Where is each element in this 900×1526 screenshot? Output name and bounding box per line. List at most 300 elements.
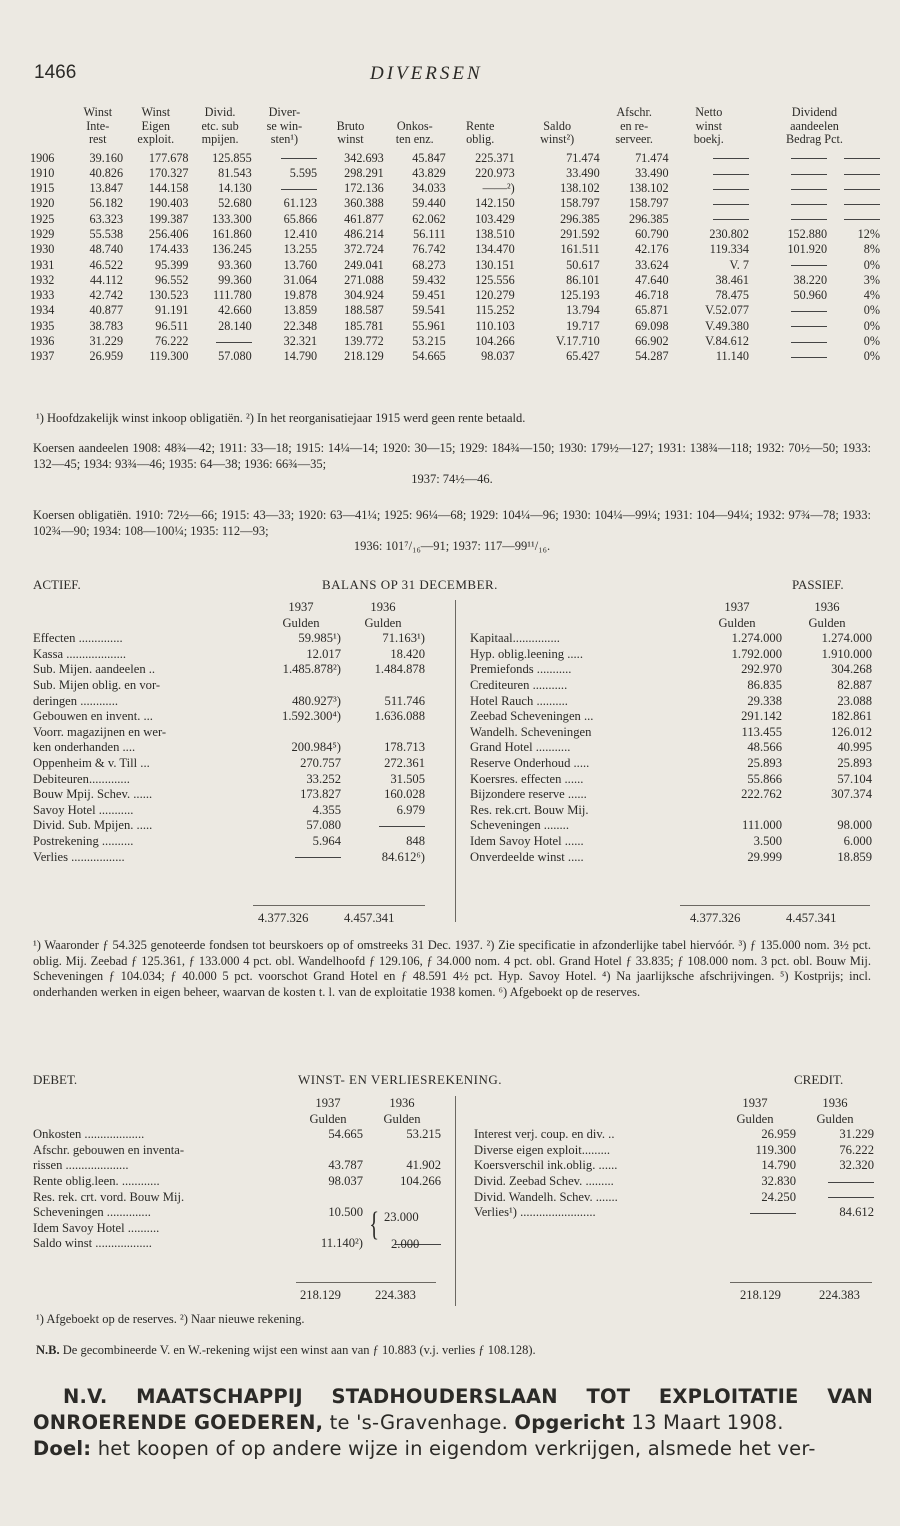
history-cell: 13.760 — [283, 257, 318, 272]
history-cell: 220.973 — [475, 165, 515, 180]
passief-label: Crediteuren ........... — [470, 677, 568, 692]
history-cell: 40.877 — [89, 303, 124, 318]
winst-debet-unit2: Gulden — [383, 1111, 421, 1126]
debet-value — [363, 1190, 441, 1206]
history-cell: 76.742 — [412, 242, 446, 257]
history-cell: V.84.612 — [705, 334, 749, 349]
history-cell — [749, 303, 827, 318]
winst-brace-lower: 2.000 — [391, 1237, 420, 1251]
credit-value: 31.229 — [839, 1127, 874, 1142]
history-table — [30, 106, 880, 365]
history-cell: 59.451 — [412, 288, 446, 303]
debet-label: Idem Savoy Hotel .......... — [33, 1220, 160, 1235]
passief-value: 304.268 — [831, 662, 872, 677]
balans-actief-total-1937: 4.377.326 — [258, 911, 309, 925]
history-cell: V.17.710 — [555, 334, 600, 349]
passief-value: 1.792.000 — [731, 646, 782, 661]
credit-value — [714, 1205, 796, 1221]
winst-credit-rows — [474, 1127, 874, 1221]
history-cell: 13.847 — [89, 181, 124, 196]
history-cell — [827, 212, 880, 227]
table-row — [470, 631, 872, 647]
table-row — [30, 273, 880, 288]
history-cell: 138.102 — [628, 181, 669, 196]
history-cell: 19.878 — [283, 288, 318, 303]
passief-value: 1.910.000 — [821, 646, 872, 661]
history-cell — [749, 319, 827, 334]
winst-credit-year1: 1937 — [742, 1096, 768, 1110]
debet-value: 10.500 — [328, 1205, 363, 1220]
winst-credit-total-1937: 218.129 — [740, 1288, 781, 1302]
history-header-line: serveer. — [615, 132, 653, 146]
history-footnote: ¹) Hoofdzakelijk winst inkoop obligatiën. ²) In het reorganisatiejaar 1915 werd geen rente betaald. — [36, 411, 526, 425]
winst-title: WINST- EN VERLIESREKENING. — [298, 1072, 503, 1087]
history-cell: 28.140 — [218, 318, 252, 333]
dash-mark — [791, 265, 827, 266]
history-cell: 54.665 — [412, 349, 446, 364]
passief-value: 113.455 — [741, 724, 782, 739]
passief-label: Onverdeelde winst ..... — [470, 849, 584, 864]
table-row — [30, 303, 880, 318]
history-cell: 44.112 — [89, 272, 124, 287]
history-cell: 47.640 — [635, 272, 669, 287]
credit-value: 32.830 — [761, 1173, 796, 1188]
history-cell: 225.371 — [475, 150, 515, 165]
history-cell: 65.866 — [283, 211, 318, 226]
history-year: 1929 — [30, 226, 55, 241]
history-cell: 63.323 — [89, 211, 124, 226]
history-year: 1925 — [30, 211, 55, 226]
dash-mark — [281, 158, 317, 159]
passief-value: 126.012 — [831, 724, 872, 739]
dash-mark — [844, 204, 880, 205]
table-row — [470, 647, 872, 663]
table-row — [33, 709, 425, 725]
credit-value — [796, 1190, 874, 1206]
history-header-line: Inte- — [86, 118, 110, 133]
actief-value: 31.505 — [390, 771, 425, 786]
history-cell: 111.780 — [212, 288, 252, 303]
table-row — [470, 662, 872, 678]
history-header-line — [30, 120, 73, 134]
passief-value — [692, 803, 782, 819]
history-header-line — [515, 106, 600, 120]
history-year: 1910 — [30, 165, 55, 180]
history-cell: 249.041 — [344, 257, 384, 272]
history-cell: 31.064 — [283, 272, 318, 287]
history-cell: 98.037 — [481, 349, 515, 364]
winst-credit-year2: 1936 — [822, 1096, 848, 1110]
table-row — [30, 181, 880, 196]
history-cell: 14.130 — [218, 181, 252, 196]
history-cell — [827, 151, 880, 166]
history-cell: 188.587 — [344, 303, 384, 318]
history-cell: 48.740 — [89, 242, 124, 257]
history-header-cell — [384, 106, 446, 147]
history-cell: 12.410 — [283, 226, 318, 241]
history-cell: 161.511 — [560, 242, 600, 257]
debet-label: Rente oblig.leen. ............ — [33, 1173, 160, 1188]
history-cell: 61.123 — [283, 196, 318, 211]
balans-left-title: ACTIEF. — [33, 577, 81, 592]
actief-value — [261, 725, 341, 741]
history-cell — [252, 151, 317, 166]
history-cell — [669, 151, 749, 166]
history-cell: 0% — [863, 349, 880, 364]
history-header-line: ten enz. — [395, 132, 434, 146]
passief-label: Koersres. effecten ...... — [470, 771, 584, 786]
winst-credit-total-rule — [730, 1282, 872, 1283]
history-cell: 42.742 — [89, 288, 124, 303]
passief-value: 48.566 — [747, 740, 782, 755]
history-cell: 69.098 — [635, 318, 669, 333]
history-cell: 46.718 — [635, 288, 669, 303]
dash-mark — [791, 219, 827, 220]
passief-label: Premiefonds ........... — [470, 662, 572, 677]
actief-label: Voorr. magazijnen en wer- — [33, 724, 167, 739]
history-cell: 66.902 — [635, 334, 669, 349]
history-cell — [749, 334, 827, 349]
balans-passief-unit2: Gulden — [808, 615, 846, 630]
history-cell — [749, 181, 827, 196]
company-entry — [33, 1384, 873, 1462]
history-header-line — [384, 106, 446, 120]
dash-mark — [791, 174, 827, 175]
credit-label: Diverse eigen exploit......... — [474, 1142, 611, 1157]
history-header-line: Divid. — [204, 105, 236, 119]
history-cell: 86.101 — [566, 272, 600, 287]
balans-title: BALANS OP 31 DECEMBER. — [322, 577, 498, 592]
table-row — [470, 709, 872, 725]
history-cell: 360.388 — [344, 196, 384, 211]
balans-passief-year1: 1937 — [724, 600, 750, 614]
credit-label: Divid. Wandelh. Schev. ....... — [474, 1189, 618, 1204]
table-row — [33, 725, 425, 741]
dash-mark — [791, 357, 827, 358]
actief-value: 84.612⁶) — [381, 849, 425, 864]
actief-value: 160.028 — [384, 787, 425, 802]
table-row — [33, 662, 425, 678]
history-header-line: exploit. — [137, 132, 175, 146]
history-header-line: etc. sub — [201, 118, 239, 133]
passief-label: Wandelh. Scheveningen — [470, 724, 592, 739]
passief-label: Reserve Onderhoud ..... — [470, 755, 590, 770]
history-cell: 296.385 — [628, 211, 669, 226]
dash-mark — [828, 1182, 874, 1183]
history-cell: 45.847 — [412, 150, 446, 165]
dash-mark — [750, 1213, 796, 1214]
table-row — [33, 850, 425, 866]
koersen-obligatien — [33, 508, 871, 555]
actief-label: Savoy Hotel ........... — [33, 802, 134, 817]
credit-label: Divid. Zeebad Schev. ......... — [474, 1173, 614, 1188]
actief-value: 270.757 — [300, 755, 341, 770]
history-cell: 65.871 — [635, 303, 669, 318]
history-cell: V.52.077 — [705, 303, 749, 318]
table-row — [470, 694, 872, 710]
history-cell: 14.790 — [283, 349, 318, 364]
history-header-row — [30, 106, 880, 147]
actief-value: 1.636.088 — [374, 709, 425, 724]
history-header-line: sten¹) — [270, 132, 299, 146]
debet-label: Res. rek. crt. vord. Bouw Mij. — [33, 1189, 185, 1204]
table-row — [470, 787, 872, 803]
actief-value: 480.927³) — [292, 693, 341, 708]
company-doel-text: het koopen of op andere wijze in eigendom verkrijgen, alsmede het ver- — [91, 1437, 816, 1460]
history-cell: 40.826 — [89, 165, 124, 180]
history-cell: 38.220 — [793, 272, 828, 287]
history-header-line: mpijen. — [201, 132, 239, 146]
winst-credit-unit1: Gulden — [736, 1111, 774, 1126]
history-cell: 22.348 — [283, 318, 318, 333]
history-cell: 161.860 — [212, 226, 252, 241]
debet-label: Afschr. gebouwen en inventa- — [33, 1142, 185, 1157]
history-cell: 271.088 — [344, 272, 384, 287]
balans-divider — [455, 600, 456, 922]
actief-value — [341, 678, 425, 694]
credit-value: 32.320 — [839, 1158, 874, 1173]
actief-value: 57.080 — [306, 818, 341, 833]
history-cell: 170.327 — [148, 165, 189, 180]
balans-passief-unit1: Gulden — [718, 615, 756, 630]
debet-label: Onkosten ................... — [33, 1127, 145, 1142]
dash-mark — [791, 311, 827, 312]
history-header-line: winst²) — [540, 132, 575, 146]
table-row — [33, 834, 425, 850]
history-cell: 199.387 — [148, 211, 189, 226]
history-cell: 19.717 — [566, 318, 600, 333]
history-cell: 65.427 — [566, 349, 600, 364]
history-cell: V.49.380 — [705, 318, 749, 333]
history-cell: 138.102 — [560, 181, 600, 196]
actief-value: 272.361 — [384, 755, 425, 770]
history-cell: 43.829 — [412, 165, 446, 180]
table-row — [474, 1174, 874, 1190]
passief-value: 55.866 — [747, 771, 782, 786]
history-cell: 38.783 — [89, 318, 124, 333]
actief-value: 173.827 — [300, 787, 341, 802]
table-row — [30, 319, 880, 334]
history-cell: 62.062 — [412, 211, 446, 226]
history-header-line: Netto — [695, 105, 723, 119]
table-row — [474, 1205, 874, 1221]
history-year: 1931 — [30, 257, 55, 272]
history-cell: 190.403 — [148, 196, 189, 211]
history-cell: 4% — [863, 288, 880, 303]
history-header-cell — [600, 106, 669, 147]
history-cell: 104.266 — [475, 334, 515, 349]
history-cell: 291.592 — [560, 226, 600, 241]
history-year: 1934 — [30, 303, 55, 318]
passief-value: 86.835 — [747, 677, 782, 692]
history-cell: 31.229 — [89, 334, 124, 349]
passief-value: 1.274.000 — [821, 631, 872, 646]
history-cell: ——²) — [482, 181, 515, 196]
actief-label: deringen ............ — [33, 693, 118, 708]
history-cell: 372.724 — [344, 242, 384, 257]
winst-debet-year1: 1937 — [315, 1096, 341, 1110]
history-header-line: winst — [695, 118, 722, 133]
winst-debet-total-rule — [296, 1282, 436, 1283]
debet-value: 53.215 — [406, 1127, 441, 1142]
passief-label: Res. rek.crt. Bouw Mij. — [470, 802, 589, 817]
actief-value — [261, 678, 341, 694]
history-cell: 158.797 — [628, 196, 669, 211]
balans-passief-total-1936: 4.457.341 — [786, 911, 837, 925]
passief-value: 29.338 — [747, 693, 782, 708]
credit-value: 14.790 — [761, 1158, 796, 1173]
balans-passief-rows — [470, 631, 872, 865]
company-founded-label: Opgericht — [514, 1411, 626, 1434]
table-row — [470, 834, 872, 850]
dash-mark — [791, 189, 827, 190]
history-cell: 304.924 — [344, 288, 384, 303]
history-cell — [827, 196, 880, 211]
actief-value — [261, 850, 341, 866]
history-year: 1937 — [30, 349, 55, 364]
table-row — [30, 166, 880, 181]
history-header-cell — [749, 106, 880, 147]
nb-label: N.B. — [36, 1343, 60, 1357]
winst-credit-table — [474, 1096, 874, 1221]
winst-footnotes: ¹) Afgeboekt op de reserves. ²) Naar nieuwe rekening. — [36, 1312, 305, 1326]
table-row — [470, 740, 872, 756]
dash-mark — [713, 189, 749, 190]
history-cell: 158.797 — [560, 196, 600, 211]
dash-mark — [791, 326, 827, 327]
history-cell: 138.510 — [475, 226, 515, 241]
actief-value: 18.420 — [390, 646, 425, 661]
winst-debet-total-1937: 218.129 — [300, 1288, 341, 1302]
table-row — [33, 772, 425, 788]
page-number: 1466 — [34, 62, 77, 83]
history-cell: 33.490 — [635, 165, 669, 180]
balans-actief-year2: 1936 — [370, 600, 396, 614]
history-header-line — [446, 106, 515, 120]
table-row — [474, 1127, 874, 1143]
actief-label: Oppenheim & v. Till ... — [33, 755, 150, 770]
history-header-line: oblig. — [466, 132, 495, 146]
passief-value: 292.970 — [741, 662, 782, 677]
table-row — [33, 631, 425, 647]
passief-label: Kapitaal............... — [470, 631, 560, 646]
balans-passief-table — [470, 600, 872, 865]
history-header-cell — [446, 106, 515, 147]
table-row — [30, 242, 880, 257]
history-cell: 13.859 — [283, 303, 318, 318]
history-cell: 50.960 — [793, 288, 828, 303]
history-year: 1933 — [30, 288, 55, 303]
actief-label: Kassa ................... — [33, 646, 127, 661]
passief-label: Grand Hotel ........... — [470, 740, 571, 755]
table-row — [470, 756, 872, 772]
table-row — [474, 1158, 874, 1174]
debet-value: 54.665 — [328, 1127, 363, 1142]
credit-label: Interest verj. coup. en div. .. — [474, 1127, 615, 1142]
winst-credit-total-1936: 224.383 — [819, 1288, 860, 1302]
dash-mark — [216, 342, 252, 343]
history-cell — [827, 181, 880, 196]
actief-value: 178.713 — [384, 740, 425, 755]
history-header-line — [30, 133, 73, 147]
dash-mark — [791, 204, 827, 205]
history-cell: 185.781 — [344, 318, 384, 333]
history-cell — [827, 166, 880, 181]
debet-value — [293, 1143, 363, 1159]
history-cell: 218.129 — [344, 349, 384, 364]
history-cell: 13.255 — [283, 242, 318, 257]
history-cell: 55.538 — [89, 226, 124, 241]
history-cell: 59.432 — [412, 272, 446, 287]
dash-mark — [713, 219, 749, 220]
history-cell: 256.406 — [148, 226, 189, 241]
history-table-header — [30, 106, 880, 151]
passief-value: 57.104 — [837, 771, 872, 786]
winst-right-title: CREDIT. — [794, 1072, 844, 1087]
actief-value — [341, 725, 425, 741]
credit-value — [796, 1174, 874, 1190]
actief-label: Sub. Mijen oblig. en vor- — [33, 677, 161, 692]
actief-label: Postrekening .......... — [33, 833, 134, 848]
debet-value: 98.037 — [328, 1173, 363, 1188]
debet-value — [293, 1190, 363, 1206]
history-cell: 101.920 — [787, 242, 828, 257]
history-header-line: Dividend — [791, 105, 838, 119]
dash-mark — [713, 204, 749, 205]
history-year: 1936 — [30, 334, 55, 349]
table-row — [33, 1127, 441, 1143]
history-cell: 125.193 — [560, 288, 600, 303]
credit-label: Verlies¹) ........................ — [474, 1205, 596, 1220]
table-row — [33, 1143, 441, 1159]
history-cell: 120.279 — [475, 288, 515, 303]
passief-value: 23.088 — [837, 693, 872, 708]
company-name: N.V. MAATSCHAPPIJ STADHOUDERSLAAN TOT EXPLOITATIE VAN ONROERENDE GOEDEREN, — [33, 1385, 873, 1434]
history-cell — [669, 181, 749, 196]
table-row — [30, 349, 880, 364]
table-row — [33, 1158, 441, 1174]
table-row — [33, 787, 425, 803]
passief-label: Hotel Rauch .......... — [470, 693, 568, 708]
history-cell: 5.595 — [289, 165, 318, 180]
dash-mark — [713, 158, 749, 159]
winst-debet-total-1936: 224.383 — [375, 1288, 416, 1302]
passief-value: 222.762 — [741, 787, 782, 802]
history-cell: 71.474 — [635, 150, 669, 165]
debet-label: Saldo winst .................. — [33, 1236, 152, 1251]
history-cell — [189, 334, 252, 349]
table-row — [33, 694, 425, 710]
history-cell: 296.385 — [560, 211, 600, 226]
actief-value: 1.485.878²) — [282, 662, 341, 677]
actief-label: Verlies ................. — [33, 849, 125, 864]
history-cell: 8% — [863, 242, 880, 257]
table-row — [33, 1221, 441, 1237]
history-cell: 68.273 — [412, 257, 446, 272]
history-year: 1932 — [30, 272, 55, 287]
history-cell: 115.252 — [475, 303, 515, 318]
history-cell: 139.772 — [344, 334, 384, 349]
history-year: 1920 — [30, 196, 55, 211]
koersen-aandeelen-tail: 1937: 74½—46. — [411, 472, 493, 486]
actief-value: 71.163¹) — [382, 631, 425, 646]
actief-value: 5.964 — [312, 833, 341, 848]
history-cell: 12% — [857, 226, 880, 241]
credit-value: 84.612 — [839, 1205, 874, 1220]
dash-mark — [713, 174, 749, 175]
history-header-line — [317, 106, 384, 120]
history-cell: 0% — [863, 303, 880, 318]
